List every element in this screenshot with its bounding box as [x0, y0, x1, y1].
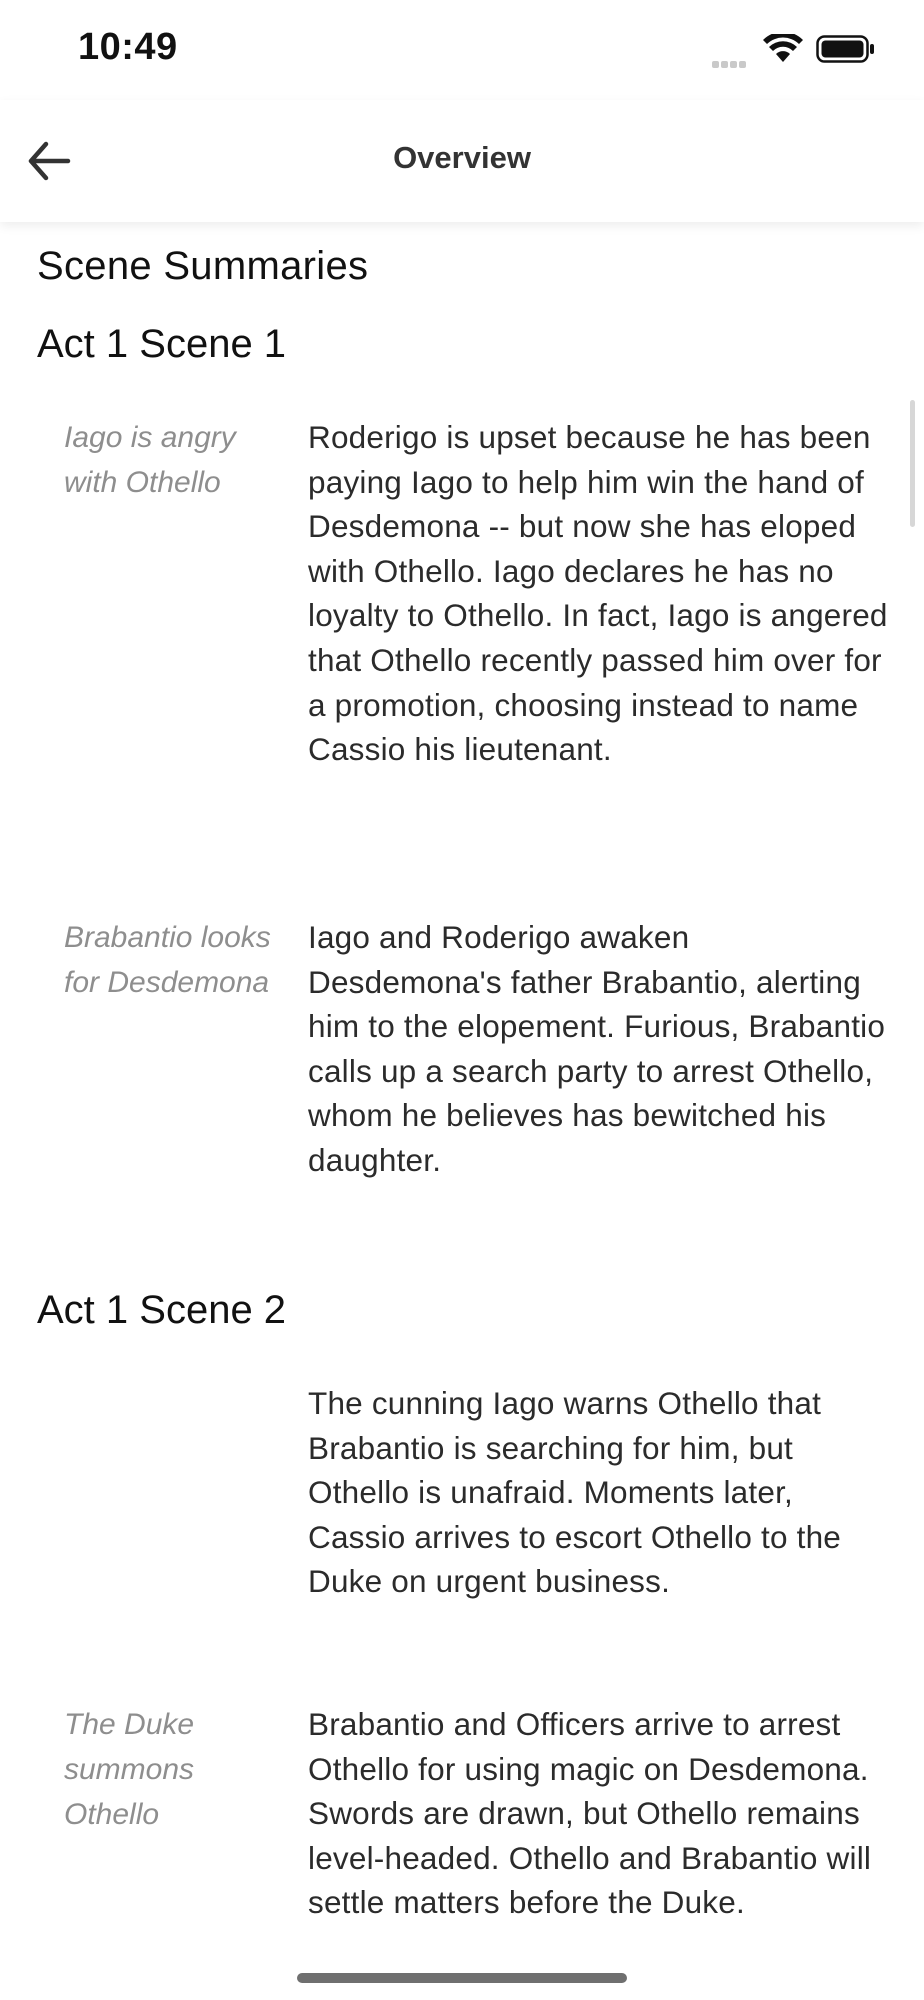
section-title: Scene Summaries — [37, 244, 369, 288]
entry-note: Brabantio looks for Desdemona — [64, 921, 271, 999]
wifi-icon — [763, 34, 803, 64]
entry-text: Iago and Roderigo awaken Desdemona's father Brabantio, alerting him to the elopement. Furious, Brabantio calls up a search party to arrest Othello, whom he believes has bewitched his daughter. — [308, 919, 886, 1178]
entry-note: Iago is angry with Othello — [64, 421, 236, 499]
home-indicator[interactable] — [297, 1973, 627, 1983]
scroll-indicator[interactable] — [910, 400, 915, 527]
entry-text: Brabantio and Officers arrive to arrest Othello for using magic on Desdemona. Swords are drawn, but Othello remains level-headed. Othello and Brabantio will settle matters before the Duke. — [308, 1706, 872, 1921]
cellular-signal-icon — [712, 55, 748, 73]
entry-text: Roderigo is upset because he has been paying Iago to help him win the hand of Desdemona -- but now she has eloped with Othello. Iago declares he has no loyalty to Othello. In fact, Iago is angered that Othello recently passed him over for a promotion, choosing instead to name Cassio his lieutenant. — [308, 419, 888, 768]
status-time: 10:49 — [78, 26, 178, 68]
navigation-bar — [0, 100, 924, 222]
scene-title: Act 1 Scene 1 — [37, 322, 287, 366]
entry-note: The Duke summons Othello — [64, 1708, 195, 1831]
scene-summaries-content[interactable] — [0, 222, 924, 2000]
entry-text: The cunning Iago warns Othello that Brabantio is searching for him, but Othello is unafraid. Moments later, Cassio arrives to escort Othello to the Duke on urgent business. — [308, 1385, 842, 1600]
status-bar — [0, 0, 924, 100]
scene-title: Act 1 Scene 2 — [37, 1288, 287, 1332]
nav-title: Overview — [393, 140, 531, 175]
battery-icon — [816, 34, 876, 64]
